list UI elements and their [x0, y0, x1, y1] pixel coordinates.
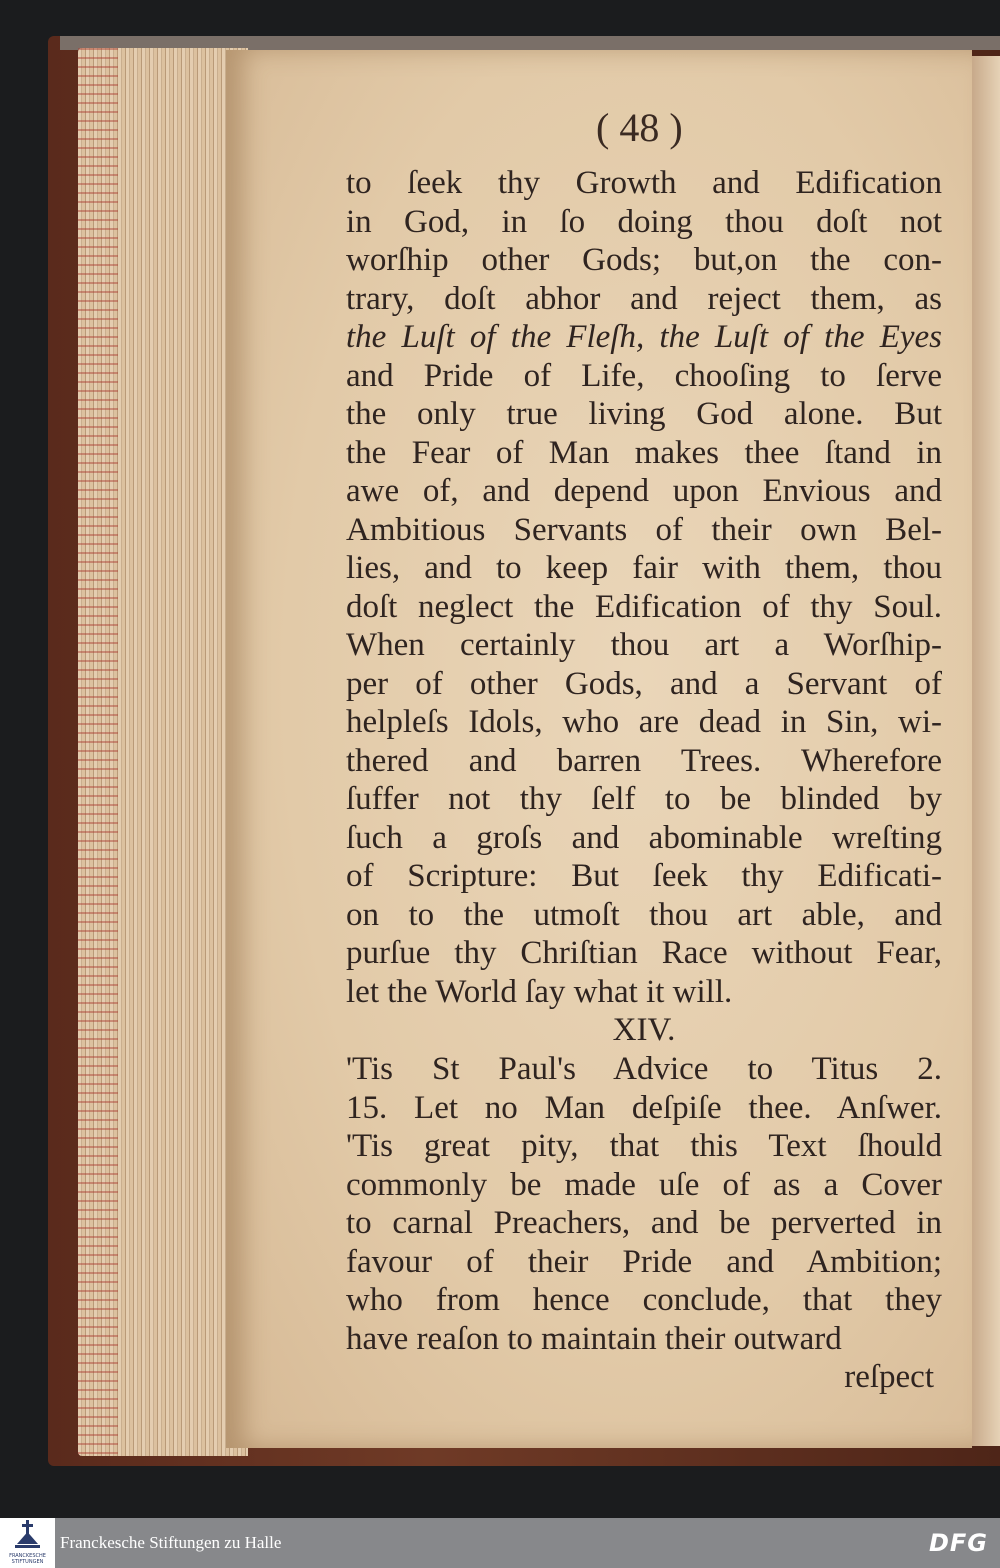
text-line: and Pride of Life, chooſing to ſerve: [346, 357, 942, 394]
text-line: to ſeek thy Growth and Edification: [346, 165, 942, 201]
text-line: 'Tis great pity, that this Text ſhould: [346, 1128, 942, 1164]
page-stack-edges: [78, 48, 248, 1456]
text-line: in God, in ſo doing thou doſt not: [346, 203, 942, 240]
section-heading-xiv: XIV.: [612, 1012, 676, 1048]
paragraph-xiv: [346, 1050, 942, 1358]
facing-page-edge: [972, 56, 1000, 1446]
text-line: let the World ſay what it will.: [346, 973, 733, 1010]
text-line: trary, doſt abhor and reject them, as: [346, 280, 942, 317]
dfg-logo[interactable]: DFG: [928, 1529, 988, 1557]
text-line: thered and barren Trees. Wherefore: [346, 742, 942, 779]
text-line: to carnal Preachers, and be perverted in: [346, 1205, 942, 1241]
text-line: per of other Gods, and a Servant of: [346, 665, 942, 702]
francke-foundations-emblem-icon: [0, 1518, 55, 1554]
text-line: purſue thy Chriſtian Race without Fear,: [346, 935, 942, 971]
text-line: the only true living God alone. But: [346, 396, 942, 432]
text-line: When certainly thou art a Worſhip-: [346, 627, 942, 663]
text-line: commonly be made uſe of as a Cover: [346, 1166, 942, 1203]
text-line: on to the utmoſt thou art able, and: [346, 896, 942, 933]
text-line: worſhip other Gods; but,on the con-: [346, 242, 942, 278]
text-line: awe of, and depend upon Envious and: [346, 473, 942, 509]
institution-name[interactable]: Franckesche Stiftungen zu Halle: [60, 1533, 282, 1552]
text-line: the Fear of Man makes thee ſtand in: [346, 434, 942, 471]
page-number: ( 48 ): [596, 105, 683, 150]
text-line: the Luſt of the Fleſh, the Luſt of the Eyes: [346, 319, 942, 355]
text-line: 'Tis St Paul's Advice to Titus 2.: [346, 1051, 942, 1087]
text-line: doſt neglect the Edification of thy Soul.: [346, 588, 942, 625]
text-line: 15. Let no Man deſpiſe thee. Anſwer.: [346, 1089, 942, 1126]
text-line: lies, and to keep fair with them, thou: [346, 550, 942, 586]
text-line: ſuch a groſs and abominable wreſting: [346, 819, 942, 856]
viewer-footer-bar: [0, 1518, 1000, 1568]
text-line: who from hence conclude, that they: [346, 1282, 942, 1318]
text-line: have reaſon to maintain their outward: [346, 1320, 842, 1357]
text-line: ſuffer not thy ſelf to be blinded by: [346, 781, 942, 817]
francke-foundations-logo[interactable]: [0, 1518, 55, 1568]
text-line: favour of their Pride and Ambition;: [346, 1243, 942, 1280]
text-line: helpleſs Idols, who are dead in Sin, wi-: [346, 704, 942, 740]
text-line: Ambitious Servants of their own Bel-: [346, 511, 942, 548]
text-line: of Scripture: But ſeek thy Edificati-: [346, 858, 942, 894]
logo-caption: FRANCKESCHE STIFTUNGEN: [9, 1553, 46, 1565]
catchword: reſpect: [844, 1359, 934, 1395]
paragraph-xiii-end: [346, 164, 942, 1011]
